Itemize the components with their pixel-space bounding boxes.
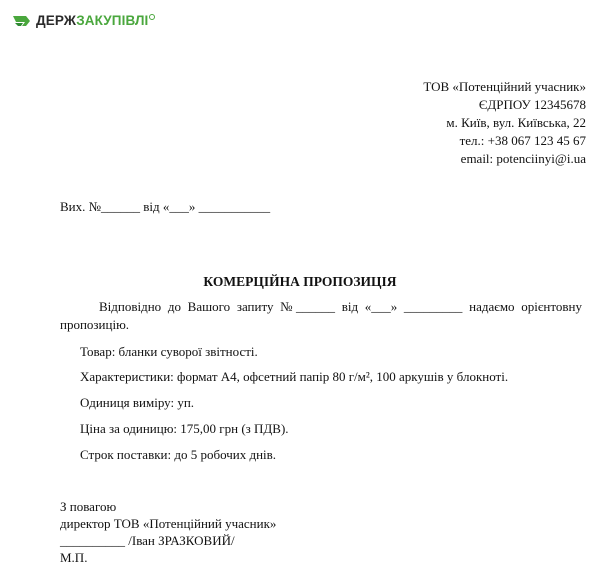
- document-title: КОМЕРЦІЙНА ПРОПОЗИЦІЯ: [203, 274, 397, 289]
- signature-position: директор ТОВ «Потенційний учасник»: [60, 516, 277, 531]
- sender-phone: тел.: +38 067 123 45 67: [459, 133, 586, 148]
- signature-block: [60, 498, 276, 566]
- logo-wordmark: [36, 11, 148, 31]
- signature-signer: __________ /Іван ЗРАЗКОВИЙ/: [60, 533, 235, 548]
- signature-closing: З повагою: [60, 499, 117, 514]
- sender-block: [423, 78, 586, 168]
- sender-name: ТОВ «Потенційний учасник»: [423, 79, 586, 94]
- detail-product: Товар: бланки суворої звітності.: [80, 344, 258, 359]
- registered-mark-icon: [149, 14, 155, 20]
- signature-stamp: М.П.: [60, 550, 88, 565]
- detail-price: Ціна за одиницю: 175,00 грн (з ПДВ).: [80, 421, 289, 436]
- sender-email: email: potenciinyi@i.ua: [460, 151, 586, 166]
- sender-address: м. Київ, вул. Київська, 22: [446, 115, 586, 130]
- detail-delivery: Строк поставки: до 5 робочих днів.: [80, 447, 277, 462]
- outgoing-reference: Вих. №______ від «___» ___________: [60, 199, 271, 214]
- detail-characteristics: Характеристики: формат А4, офсетний папір 80 г/м², 100 аркушів у блокноті.: [80, 369, 509, 384]
- arrow-mark-icon: [13, 14, 33, 28]
- sender-edrpou: ЄДРПОУ 12345678: [478, 97, 586, 112]
- logo-wordmark-green: ЗАКУПІВЛІ: [76, 13, 149, 28]
- intro-paragraph: Відповідно до Вашого запиту №______ від «___» _________ надаємо орієнтовну пропозицію.: [60, 299, 582, 332]
- detail-unit: Одиниця виміру: уп.: [80, 395, 195, 410]
- logo-wordmark-dark: ДЕРЖ: [36, 13, 77, 28]
- dershzakupivli-logo[interactable]: [13, 11, 155, 31]
